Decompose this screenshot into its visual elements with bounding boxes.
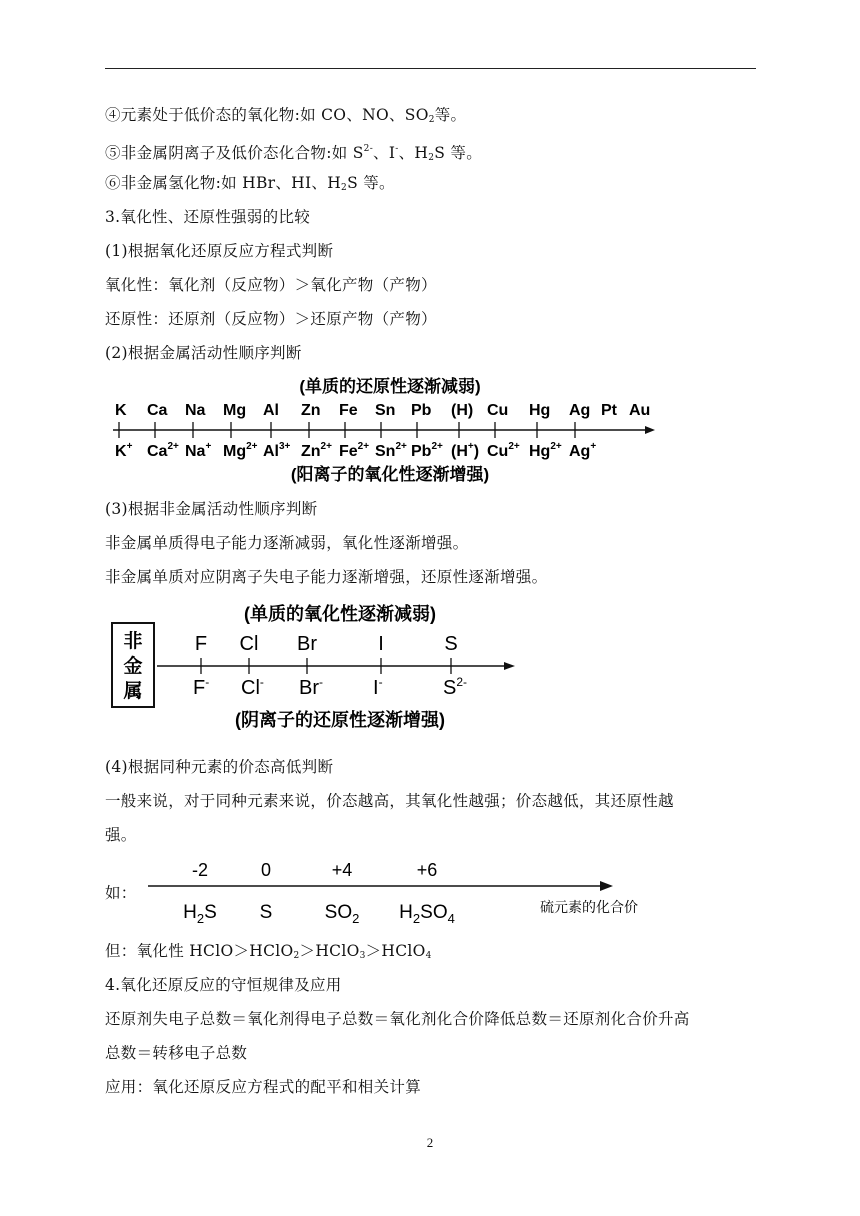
metal-element-label: Au [629,402,651,419]
general-line-2: 强。 [105,826,137,844]
metal-element-label: Pt [601,402,617,419]
nonmetal-box-char-1: 非 [123,631,143,652]
metal-element-label: Ag [569,402,591,419]
metal-activity-diagram [105,370,665,495]
sulfur-axis-label: 硫元素的化合价 [540,899,638,915]
metal-element-label: (H) [451,402,474,419]
species-label: $H_2S$ [183,902,217,925]
metal-axis-arrow [645,426,655,434]
nonmetal-ion-label: $S^{2-}$ [443,675,468,699]
sulfur-axis-arrow [600,881,613,891]
metal-ion-label: $Sn^{2+}$ [375,441,407,460]
nonmetal-element-label: Cl [239,633,259,655]
example-label: 如： [105,884,137,902]
metal-ion-label: $Hg^{2+}$ [529,441,562,460]
section-4-title: 4.氧化还原反应的守恒规律及应用 [105,976,342,994]
valence-label: +6 [416,860,438,880]
metal-ion-label: $Mg^{2+}$ [223,441,258,460]
metal-element-label: K [115,402,127,419]
nonmetal-element-label: I [378,633,384,655]
nonmetal-box-char-2: 金 [123,656,143,677]
item-5-line: ⑤非金属阴离子及低价态化合物:如 $S^{2-}$、I-、$H_2S$ 等。 [105,144,483,163]
section-4-rule-2: 总数＝转移电子总数 [105,1044,248,1062]
nonmetal-axis-arrow [504,662,515,670]
item-4-line: ④元素处于低价态的氧化物:如 CO、NO、$SO_2$等。 [105,106,467,125]
section-4-rule-1: 还原剂失电子总数＝氧化剂得电子总数＝氧化剂化合价降低总数＝还原剂化合价升高 [105,1010,690,1028]
species-label: $SO_2$ [324,902,360,925]
nonmetal-line-2: 非金属单质对应阴离子失电子能力逐渐增强，还原性逐渐增强。 [105,568,548,586]
sulfur-valence-diagram [140,855,720,925]
nonmetal-element-label: S [444,633,458,655]
nonmetal-ion-label: Br- [299,675,323,699]
metal-ion-label: $Al^{3+}$ [263,441,291,460]
header-rule [105,68,756,69]
oxidation-rule: 氧化性：氧化剂（反应物）＞氧化产物（产物） [105,276,437,294]
section-3-title: 3.氧化性、还原性强弱的比较 [105,208,310,226]
valence-label: -2 [191,860,209,880]
metal-ion-label: K+ [115,441,133,460]
metal-element-label: Pb [411,402,432,419]
metal-ion-label: (H+) [451,441,480,460]
nonmetal-element-label: F [194,633,208,655]
nonmetal-activity-diagram [105,596,525,741]
hclo-line: 但：氧化性 HClO＞HClO$_2$＞HClO$_3$＞HClO$_4$ [105,942,432,961]
species-label: $H_2SO_4$ [399,902,455,925]
metal-ion-label: Ag+ [569,441,597,460]
metal-ion-label: $Pb^{2+}$ [411,441,443,460]
metal-ion-label: Na+ [185,441,212,460]
nonmetal-ion-label: Cl- [241,675,264,699]
page-number: 2 [426,1135,434,1150]
metal-ion-label: $Fe^{2+}$ [339,441,370,460]
metal-element-label: Sn [375,402,396,419]
section-3-sub2: (2)根据金属活动性顺序判断 [105,344,302,362]
nonmetal-bottom-caption: (阴离子的还原性逐渐增强) [235,710,445,730]
metal-element-label: Fe [339,402,358,419]
reduction-rule: 还原性：还原剂（反应物）＞还原产物（产物） [105,310,437,328]
metal-ion-label: $Ca^{2+}$ [147,441,179,460]
species-label: S [259,902,273,923]
nonmetal-box-char-3: 属 [123,681,143,702]
metal-element-label: Al [263,402,279,419]
metal-element-label: Hg [529,402,551,419]
valence-label: +4 [331,860,353,880]
metal-top-caption: (单质的还原性逐渐减弱) [299,377,481,396]
metal-bottom-caption: (阳离子的氧化性逐渐增强) [290,465,490,484]
general-line-1: 一般来说，对于同种元素来说，价态越高，其氧化性越强；价态越低，其还原性越 [105,792,674,810]
section-3-sub1: (1)根据氧化还原反应方程式判断 [105,242,334,260]
metal-element-label: Ca [147,402,168,419]
metal-ion-label: $Zn^{2+}$ [301,441,332,460]
nonmetal-ion-label: F- [193,675,210,699]
nonmetal-element-label: Br [297,633,317,655]
nonmetal-top-caption: (单质的氧化性逐渐减弱) [244,604,436,624]
metal-element-label: Cu [487,402,509,419]
metal-element-label: Na [185,402,206,419]
metal-ion-label: $Cu^{2+}$ [487,441,520,460]
section-3-sub4: (4)根据同种元素的价态高低判断 [105,758,334,776]
nonmetal-ion-label: I- [373,675,383,699]
metal-element-label: Zn [301,402,321,419]
section-4-application: 应用：氧化还原反应方程式的配平和相关计算 [105,1078,422,1096]
metal-element-label: Mg [223,402,247,419]
nonmetal-line-1: 非金属单质得电子能力逐渐减弱，氧化性逐渐增强。 [105,534,469,552]
valence-label: 0 [260,860,272,880]
section-3-sub3: (3)根据非金属活动性顺序判断 [105,500,318,518]
item-6-line: ⑥非金属氢化物:如 HBr、HI、$H_2S$ 等。 [105,174,395,193]
